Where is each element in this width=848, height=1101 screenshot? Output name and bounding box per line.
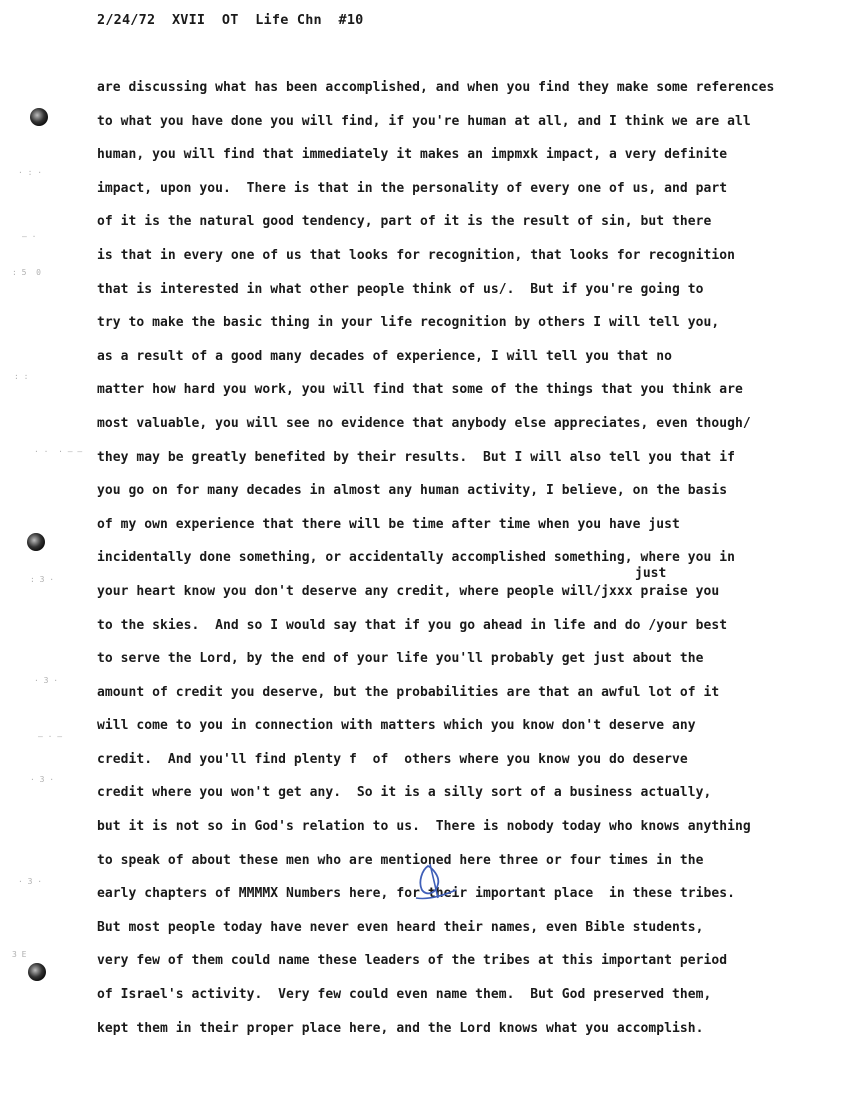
margin-speck: : 5 0 (12, 268, 41, 277)
text-line: of my own experience that there will be time after time when you have just (97, 516, 680, 532)
text-line: amount of credit you deserve, but the probabilities are that an awful lot of it (97, 684, 720, 700)
text-line: early chapters of MMMMX Numbers here, for their important place in these tribes. (97, 886, 736, 902)
text-line: but it is not so in God's relation to us. There is nobody today who knows anything (97, 819, 751, 835)
margin-speck: · · · – – (34, 447, 83, 456)
text-line: human, you will find that immediately it makes an impmxk impact, a very definite (97, 147, 728, 163)
binder-hole-middle (27, 533, 45, 551)
text-line: But most people today have never even heard their names, even Bible students, (97, 919, 704, 935)
interlinear-insert: just (635, 566, 667, 581)
pen-mark (408, 860, 468, 910)
text-line: to what you have done you will find, if you're human at all, and I think we are all (97, 113, 751, 129)
margin-speck: – · – (38, 732, 63, 741)
text-line: try to make the basic thing in your life recognition by others I will tell you, (97, 315, 720, 331)
text-line: they may be greatly benefited by their results. But I will also tell you that if (97, 449, 736, 465)
margin-speck: : : (14, 372, 29, 381)
text-line: to speak of about these men who are mentioned here three or four times in the (97, 852, 704, 868)
margin-speck: · 3 · (34, 676, 59, 685)
text-line: most valuable, you will see no evidence that anybody else appreciates, even though/ (97, 415, 751, 431)
text-line: that is interested in what other people think of us/. But if you're going to (97, 281, 704, 297)
text-line: will come to you in connection with matters which you know don't deserve any (97, 718, 696, 734)
text-line: incidentally done something, or accidentally accomplished something, where you in (97, 550, 736, 566)
text-line: credit where you won't get any. So it is a silly sort of a business actually, (97, 785, 712, 801)
text-line: matter how hard you work, you will find that some of the things that you think are (97, 382, 743, 398)
text-line: kept them in their proper place here, and the Lord knows what you accomplish. (97, 1020, 704, 1036)
text-line: to the skies. And so I would say that if you go ahead in life and do /your best (97, 617, 728, 633)
text-line: are discussing what has been accomplished, and when you find they make some references (97, 80, 775, 95)
margin-speck: : 3 · (30, 575, 55, 584)
margin-speck: 3 E (12, 950, 27, 959)
text-line: your heart know you don't deserve any credit, where people will/jxxx praise you (97, 583, 720, 599)
margin-speck: · 3 · (30, 775, 55, 784)
text-line: of Israel's activity. Very few could even name them. But God preserved them, (97, 987, 712, 1003)
text-line: as a result of a good many decades of experience, I will tell you that no (97, 348, 672, 364)
text-line: of it is the natural good tendency, part of it is the result of sin, but there (97, 214, 712, 230)
text-line: impact, upon you. There is that in the personality of every one of us, and part (97, 180, 728, 196)
text-line: very few of them could name these leaders of the tribes at this important period (97, 953, 728, 969)
margin-speck: – · (22, 232, 37, 241)
text-line: is that in every one of us that looks for recognition, that looks for recognition (97, 247, 736, 263)
margin-speck: · : · (18, 168, 43, 177)
text-line: you go on for many decades in almost any human activity, I believe, on the basis (97, 483, 728, 499)
margin-speck: · 3 · (18, 877, 43, 886)
text-line: credit. And you'll find plenty f of others where you know you do deserve (97, 751, 688, 767)
text-line: to serve the Lord, by the end of your life you'll probably get just about the (97, 651, 704, 667)
binder-hole-bottom (28, 963, 46, 981)
page-header: 2/24/72 XVII OT Life Chn #10 (97, 12, 364, 28)
binder-hole-top (30, 108, 48, 126)
